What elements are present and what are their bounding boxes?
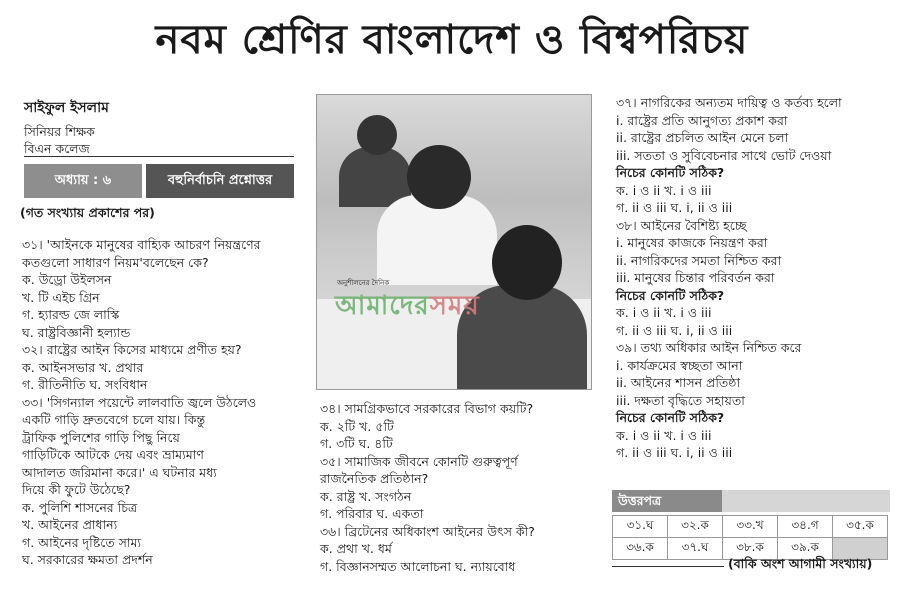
answer-cell: ৩২.ক bbox=[668, 516, 723, 538]
question-line: ৩৮। আইনের বৈশিষ্ট্য হচ্ছে bbox=[616, 217, 747, 233]
page-title: নবম শ্রেণির বাংলাদেশ ও বিশ্বপরিচয় bbox=[155, 16, 749, 63]
answer-cell: ৩৭.ঘ bbox=[668, 538, 723, 560]
question-line: ক. প্রথা খ. ধর্ম bbox=[320, 541, 392, 556]
question-line: গ. ৩টি ঘ. ৪টি bbox=[320, 436, 393, 451]
footer-divider bbox=[612, 566, 724, 567]
author-block bbox=[24, 96, 109, 157]
question-line: ৩৩। 'সিগন্যাল পয়েন্টে লালবাতি জ্বলে উঠলেও bbox=[22, 394, 257, 410]
question-line: একটি গাড়ি দ্রুতবেগে চলে যায়। কিন্তু bbox=[22, 412, 206, 427]
question-line: ঘ. সরকারের ক্ষমতা প্রদর্শন bbox=[22, 552, 153, 567]
question-line: ৩৭। নাগরিকের অন্যতম দায়িত্ব ও কর্তব্য হলো bbox=[616, 95, 842, 110]
answer-cell: ৩৬.ক bbox=[613, 538, 668, 560]
question-line: গ. রীতিনীতি ঘ. সংবিধান bbox=[22, 377, 148, 392]
question-line: ii. আইনের শাসন প্রতিষ্ঠা bbox=[616, 375, 741, 390]
question-line: গ. হ্যারল্ড জে লাস্কি bbox=[22, 307, 120, 322]
students-exam-photo bbox=[316, 94, 592, 390]
question-line: i. মানুষের কাজকে নিয়ন্ত্রণ করা bbox=[616, 235, 768, 250]
answer-cell: ৩৫.ক bbox=[833, 516, 888, 538]
questions-column-3 bbox=[616, 94, 842, 462]
author-designation: সিনিয়র শিক্ষক bbox=[24, 124, 95, 139]
question-prompt: নিচের কোনটি সঠিক? bbox=[616, 287, 725, 303]
questions-column-2 bbox=[320, 400, 535, 575]
question-line: আদালত জরিমানা করে।' এ ঘটনার মধ্য bbox=[22, 464, 217, 480]
question-line: ট্রাফিক পুলিশের গাড়ি পিছু নিয়ে bbox=[22, 429, 180, 445]
question-line: রাজনৈতিক প্রতিষ্ঠান? bbox=[320, 471, 429, 486]
answer-cell: ৩৯.ক bbox=[778, 538, 833, 560]
questions-column-1 bbox=[22, 236, 261, 569]
question-prompt: নিচের কোনটি সঠিক? bbox=[616, 165, 725, 180]
question-line: গ. ii ও iii ঘ. i, ii ও iii bbox=[616, 445, 733, 460]
question-line: ঘ. রাষ্ট্রবিজ্ঞানী হল্যান্ড bbox=[22, 324, 131, 340]
question-line: গ. পরিবার ঘ. একতা bbox=[320, 506, 424, 521]
question-line: iii. মানুষের চিন্তার পরিবর্তন করা bbox=[616, 270, 775, 285]
question-line: ক. i ও ii খ. i ও iii bbox=[616, 305, 712, 320]
question-line: i. রাষ্ট্রের প্রতি আনুগত্য প্রকাশ করা bbox=[616, 112, 788, 128]
question-line: i. কার্যক্রমের স্বচ্ছতা আনা bbox=[616, 357, 743, 373]
answer-header-band bbox=[722, 490, 890, 512]
question-line: গ. ii ও iii ঘ. i, ii ও iii bbox=[616, 200, 733, 215]
question-prompt: নিচের কোনটি সঠিক? bbox=[616, 410, 725, 425]
question-line: খ. আইনের প্রাধান্য bbox=[22, 517, 118, 532]
watermark-caption: অনুশীলনের দৈনিক bbox=[337, 279, 390, 287]
chapter-bar bbox=[24, 164, 294, 198]
question-line: ক. ২টি খ. ৫টি bbox=[320, 418, 394, 434]
question-line: ii. রাষ্ট্রের প্রচলিত আইন মেনে চলা bbox=[616, 130, 789, 145]
question-line: ৩১। 'আইনকে মানুষের বাহ্যিক আচরণ নিয়ন্ত্রণের bbox=[22, 237, 261, 252]
answer-row bbox=[613, 516, 888, 538]
footer-note: (বাকি অংশ আগামী সংখ্যায়) bbox=[728, 556, 873, 571]
watermark-left: আমাদের bbox=[335, 291, 430, 321]
author-name: সাইফুল ইসলাম bbox=[24, 100, 109, 116]
question-line: ৩৯। তথ্য অধিকার আইন নিশ্চিত করে bbox=[616, 340, 802, 355]
question-line: গাড়িটিকে আটকে দেয় এবং ভ্রাম্যমাণ bbox=[22, 447, 204, 462]
question-line: খ. টি এইচ গ্রিন bbox=[22, 289, 100, 305]
question-line: iii. দক্ষতা বৃদ্ধিতে সহায়তা bbox=[616, 392, 745, 408]
author-institution: বিএন কলেজ bbox=[24, 141, 90, 156]
question-line: গ. বিজ্ঞানসম্মত আলোচনা ঘ. ন্যায়বোধ bbox=[320, 558, 516, 574]
question-line: ৩৫। সামাজিক জীবনে কোনটি গুরুত্বপূর্ণ bbox=[320, 453, 518, 469]
answer-cell: ৩৪.গ bbox=[778, 516, 833, 538]
question-line: ৩৬। ব্রিটেনের অধিকাংশ আইনের উৎস কী? bbox=[320, 523, 535, 539]
answer-sheet-table bbox=[612, 515, 888, 560]
watermark-logo bbox=[335, 285, 480, 329]
question-line: ক. উড্রো উইলসন bbox=[22, 272, 112, 287]
question-line: ক. রাষ্ট্র খ. সংগঠন bbox=[320, 488, 412, 504]
question-line: ক. i ও ii খ. i ও iii bbox=[616, 427, 712, 443]
question-line: ৩২। রাষ্ট্রের আইন কিসের মাধ্যমে প্রণীত হয়? bbox=[22, 342, 242, 357]
chapter-number: অধ্যায় : ৬ bbox=[24, 164, 142, 198]
divider bbox=[24, 156, 294, 157]
question-line: ক. পুলিশি শাসনের চিত্র bbox=[22, 499, 138, 515]
question-line: iii. সততা ও সুবিবেচনার সাথে ভোট দেওয়া bbox=[616, 147, 832, 163]
question-line: গ. আইনের দৃষ্টিতে সাম্য bbox=[22, 534, 142, 550]
answer-cell: ৩৩.খ bbox=[723, 516, 778, 538]
question-line: ক. i ও ii খ. i ও iii bbox=[616, 182, 712, 198]
question-line: ক. আইনসভার খ. প্রথার bbox=[22, 359, 144, 375]
question-line: গ. ii ও iii ঘ. i, ii ও iii bbox=[616, 322, 733, 338]
chapter-topic: বহুনির্বাচনি প্রশ্নোত্তর bbox=[146, 164, 294, 198]
question-line: ৩৪। সামগ্রিকভাবে সরকারের বিভাগ কয়টি? bbox=[320, 401, 534, 416]
question-line: দিয়ে কী ফুটে উঠেছে? bbox=[22, 482, 131, 497]
answer-sheet-header: উত্তরপত্র bbox=[612, 490, 722, 512]
answer-cell: ৩৮.ক bbox=[723, 538, 778, 560]
watermark-right: সময় bbox=[429, 291, 480, 321]
question-line: কতগুলো সাধারণ নিয়ম'বলেছেন কে? bbox=[22, 254, 209, 270]
question-line: ii. নাগরিকদের সমতা নিশ্চিত করা bbox=[616, 252, 782, 268]
continuation-note: (গত সংখ্যায় প্রকাশের পর) bbox=[20, 205, 155, 220]
answer-cell: ৩১.ঘ bbox=[613, 516, 668, 538]
